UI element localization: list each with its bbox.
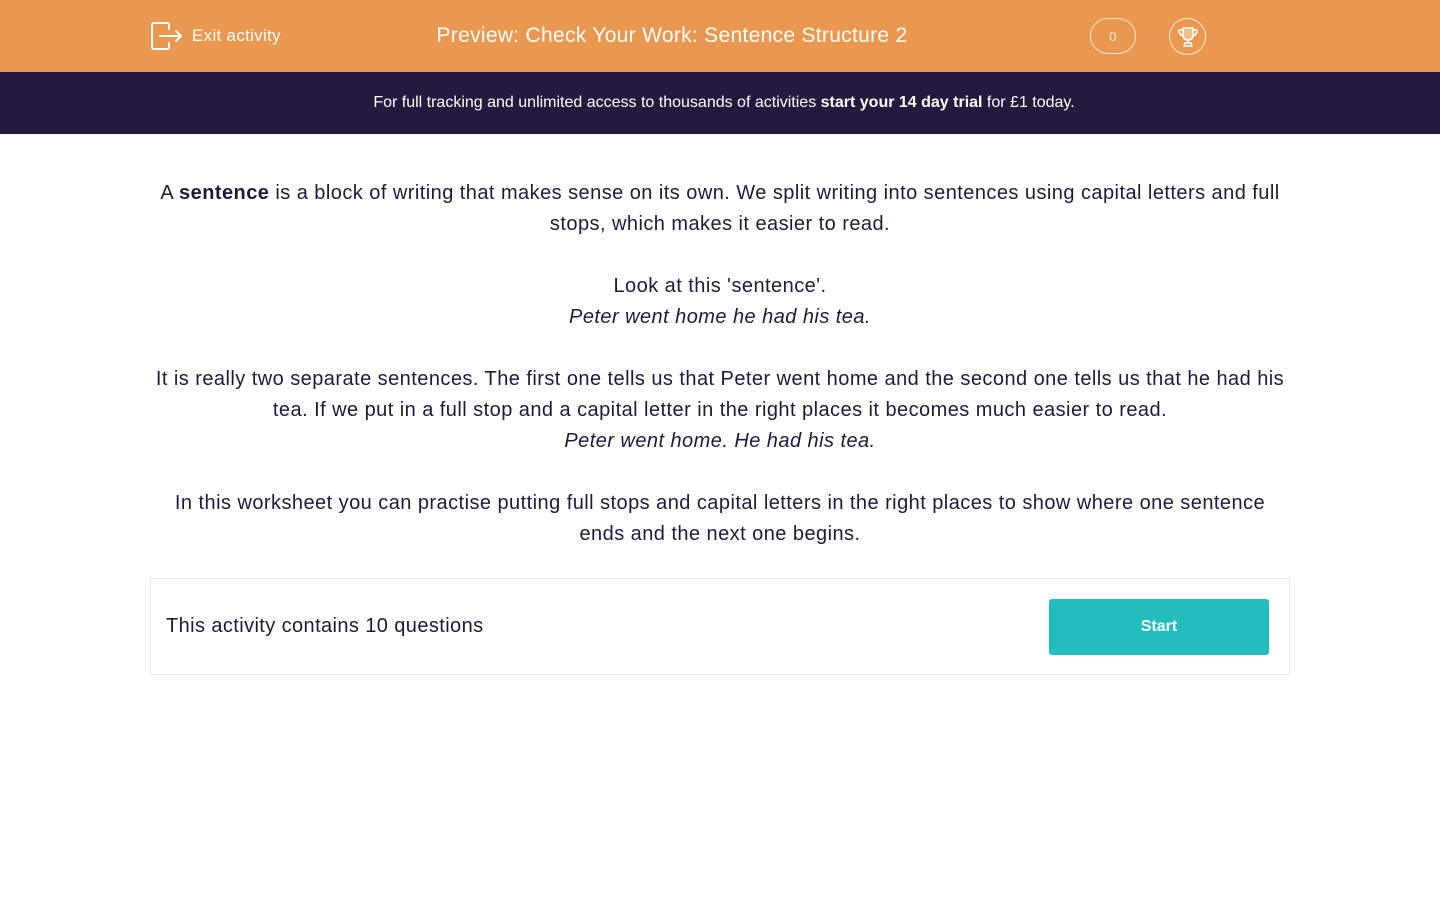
score-counter: 0 (1090, 18, 1136, 54)
intro-paragraph-1 (150, 178, 1290, 240)
example-sentence: Peter went home he had his tea. (569, 306, 871, 328)
intro-text: It is really two separate sentences. The first one tells us that Peter went home and the second one tells us that he had his tea. If we put in a full stop and a capital letter in the right places it becomes much easier to read. (155, 368, 1285, 421)
banner-text: For full tracking and unlimited access to thousands of activities (373, 94, 821, 111)
page-title: Preview: Check Your Work: Sentence Structure 2 (436, 24, 908, 47)
intro-text: A (160, 182, 180, 204)
banner-text-end: for £1 today. (982, 94, 1075, 111)
exit-activity-label: Exit activity (192, 26, 281, 45)
intro-paragraph-2 (150, 271, 1290, 333)
top-bar (0, 0, 1440, 72)
start-button[interactable]: Start (1049, 599, 1269, 655)
intro-text: is a block of writing that makes sense on its own. We split writing into sentences using capital letters and full stops, which makes it easier to read. (269, 182, 1280, 235)
intro-content (150, 178, 1290, 581)
intro-paragraph-4 (150, 488, 1290, 550)
activity-panel (150, 578, 1290, 675)
intro-text: Look at this 'sentence'. (613, 275, 827, 297)
trial-link[interactable]: start your 14 day trial (820, 94, 983, 111)
example-sentence: Peter went home. He had his tea. (564, 430, 876, 452)
trophy-button[interactable] (1169, 18, 1206, 55)
intro-text: In this worksheet you can practise putting full stops and capital letters in the right places to show where one sentence ends and the next one begins. (174, 492, 1266, 545)
intro-paragraph-3 (150, 364, 1290, 457)
keyword-sentence: sentence (179, 182, 270, 204)
trophy-icon (1176, 25, 1200, 49)
trial-banner (0, 72, 1440, 134)
question-count: This activity contains 10 questions (166, 615, 484, 637)
